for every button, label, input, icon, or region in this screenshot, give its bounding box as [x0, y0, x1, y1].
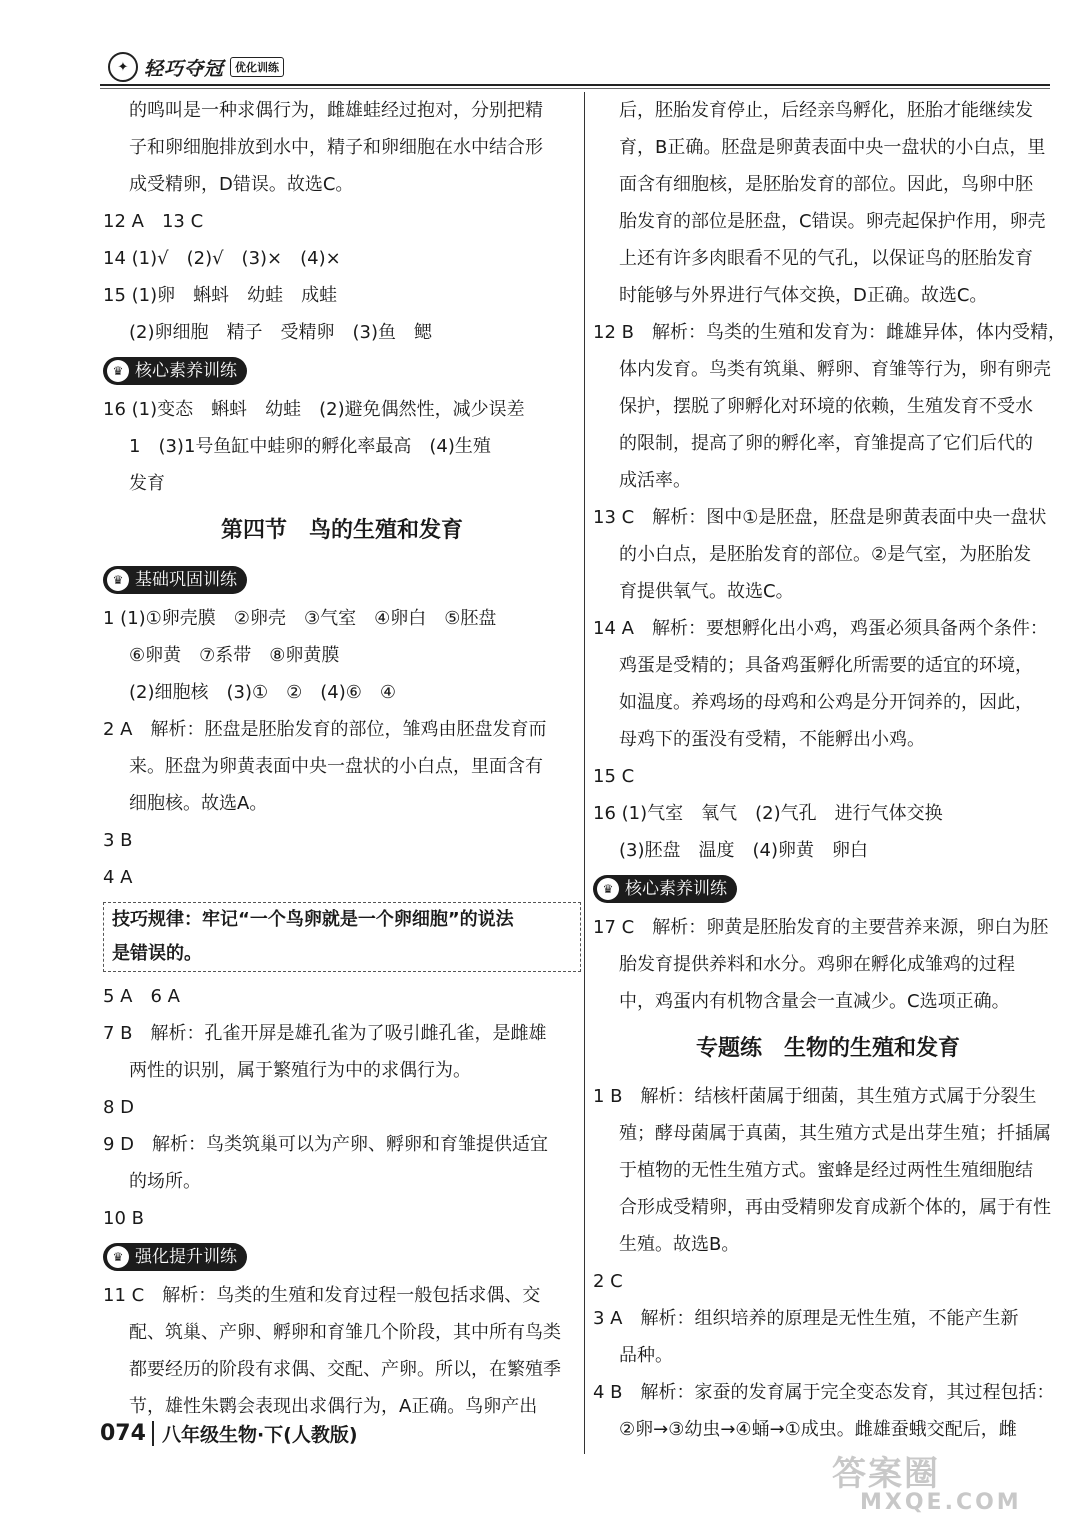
page-number: 074 — [100, 1421, 154, 1446]
answer-14-cont: 如温度。养鸡场的母鸡和公鸡是分开饲养的，因此， — [619, 692, 1033, 713]
topic-answer-3-cont: 品种。 — [619, 1345, 673, 1366]
answer-14: 14 A 解析：要想孵化出小鸡，鸡蛋必须具备两个条件： — [593, 618, 1048, 639]
answer-3: 3 B — [103, 830, 133, 851]
answer-7-cont: 两性的识别，属于繁殖行为中的求偶行为。 — [129, 1060, 471, 1081]
text-line: 后，胚胎发育停止，后经亲鸟孵化，胚胎才能继续发 — [619, 100, 1033, 121]
section-badge — [103, 566, 247, 594]
answer-13-cont: 育提供氧气。故选C。 — [619, 581, 794, 602]
mascot-icon: ✦ — [108, 52, 138, 82]
answer-2: 2 A 解析：胚盘是胚胎发育的部位，雏鸡由胚盘发育而 — [103, 719, 547, 740]
text-line: 胎发育的部位是胚盘，C错误。卵壳起保护作用，卵壳 — [619, 211, 1046, 232]
topic-answer-1-cont: 生殖。故选B。 — [619, 1234, 740, 1255]
answer-2-cont: 细胞核。故选A。 — [129, 793, 268, 814]
answer-16: 16 (1)气室 氧气 (2)气孔 进行气体交换 — [593, 803, 943, 824]
tip-line: 技巧规律：牢记“一个鸟卵就是一个卵细胞”的说法 — [112, 909, 514, 930]
answer-17-cont: 胎发育提供养料和水分。鸡卵在孵化成雏鸡的过程 — [619, 954, 1015, 975]
badge-label: 基础巩固训练 — [135, 569, 237, 590]
watermark-url: MXQE.COM — [860, 1490, 1022, 1515]
answer-13-cont: 的小白点，是胚胎发育的部位。②是气室，为胚胎发 — [619, 544, 1032, 565]
answer-15: 15 C — [593, 766, 635, 787]
answer-11-cont: 节，雄性朱鹮会表现出求偶行为，A正确。鸟卵产出 — [129, 1396, 538, 1417]
topic-answer-1-cont: 合形成受精卵，再由受精卵发育成新个体的，属于有性 — [619, 1197, 1051, 1218]
crown-icon: ♛ — [107, 360, 129, 382]
topic-answer-4: 4 B 解析：家蚕的发育属于完全变态发育，其过程包括： — [593, 1382, 1055, 1403]
brand-tag: 优化训练 — [230, 57, 284, 77]
brand-name: 轻巧夺冠 — [144, 57, 225, 80]
topic-answer-2: 2 C — [593, 1271, 623, 1292]
answer-1-cont: ⑥卵黄 ⑦系带 ⑧卵黄膜 — [129, 645, 340, 666]
badge-label: 强化提升训练 — [135, 1246, 237, 1267]
answer-10: 10 B — [103, 1208, 144, 1229]
crown-icon: ♛ — [597, 878, 619, 900]
answer-14: 14 (1)√ (2)√ (3)× (4)× — [103, 248, 341, 269]
answer-4: 4 A — [103, 867, 133, 888]
topic-answer-1: 1 B 解析：结核杆菌属于细菌，其生殖方式属于分裂生 — [593, 1086, 1037, 1107]
answer-7: 7 B 解析：孔雀开屏是雄孔雀为了吸引雌孔雀，是雌雄 — [103, 1023, 547, 1044]
section-badge — [103, 357, 247, 385]
answer-12-cont: 体内发育。鸟类有筑巢、孵卵、育雏等行为，卵有卵壳 — [619, 359, 1051, 380]
watermark: 答案圈 — [832, 1454, 940, 1494]
answer-12-cont: 保护，摆脱了卵孵化对环境的依赖，生殖发育不受水 — [619, 396, 1033, 417]
section-title: 第四节 鸟的生殖和发育 — [220, 518, 463, 543]
text-line: 育，B正确。胚盘是卵黄表面中央一盘状的小白点，里 — [619, 137, 1046, 158]
answer-16-cont: 1 (3)1号鱼缸中蛙卵的孵化率最高 (4)生殖 — [129, 436, 491, 457]
answer-9: 9 D 解析：鸟类筑巢可以为产卵、孵卵和育雏提供适宜 — [103, 1134, 549, 1155]
section-badge — [593, 875, 737, 903]
column-divider — [584, 92, 585, 1454]
text-line: 的鸣叫是一种求偶行为，雌雄蛙经过抱对，分别把精 — [129, 100, 543, 121]
answer-16-cont: (3)胚盘 温度 (4)卵黄 卵白 — [619, 840, 868, 861]
answer-12-cont: 成活率。 — [619, 470, 691, 491]
section-badge-row — [593, 869, 1063, 909]
badge-label: 核心素养训练 — [625, 878, 727, 899]
section-title: 专题练 生物的生殖和发育 — [695, 1036, 960, 1061]
book-subject: 八年级生物·下(人教版) — [161, 1424, 358, 1446]
tip-box — [103, 902, 581, 972]
answer-11-cont: 都要经历的阶段有求偶、交配、产卵。所以，在繁殖季 — [129, 1359, 561, 1380]
answer-9-cont: 的场所。 — [129, 1171, 201, 1192]
answer-12-13: 12 A 13 C — [103, 211, 204, 232]
answer-11-cont: 配、筑巢、产卵、孵卵和育雏几个阶段，其中所有鸟类 — [129, 1322, 561, 1343]
answer-12-cont: 的限制，提高了卵的孵化率，育雏提高了它们后代的 — [619, 433, 1033, 454]
header-rule — [100, 84, 1050, 86]
answer-15-cont: (2)卵细胞 精子 受精卵 (3)鱼 鳃 — [129, 322, 432, 343]
topic-answer-3: 3 A 解析：组织培养的原理是无性生殖，不能产生新 — [593, 1308, 1019, 1329]
brand-logo — [108, 52, 284, 82]
tip-line: 是错误的。 — [112, 943, 202, 964]
answer-12: 12 B 解析：鸟类的生殖和发育为：雌雄异体，体内受精， — [593, 322, 1066, 343]
right-column — [593, 92, 1066, 1448]
page-footer — [100, 1420, 358, 1447]
answer-15: 15 (1)卵 蝌蚪 幼蛙 成蛙 — [103, 285, 338, 306]
section-badge-row — [103, 560, 581, 600]
badge-label: 核心素养训练 — [135, 360, 237, 381]
answer-13: 13 C 解析：图中①是胚盘，胚盘是卵黄表面中央一盘状 — [593, 507, 1047, 528]
answer-11: 11 C 解析：鸟类的生殖和发育过程一般包括求偶、交 — [103, 1285, 541, 1306]
section-badge — [103, 1243, 247, 1271]
answer-5-6: 5 A 6 A — [103, 986, 180, 1007]
answer-1-cont: (2)细胞核 (3)① ② (4)⑥ ④ — [129, 682, 397, 703]
answer-17-cont: 中，鸡蛋内有机物含量会一直减少。C选项正确。 — [619, 991, 1010, 1012]
answer-2-cont: 来。胚盘为卵黄表面中央一盘状的小白点，里面含有 — [129, 756, 543, 777]
answer-8: 8 D — [103, 1097, 135, 1118]
answer-14-cont: 鸡蛋是受精的；具备鸡蛋孵化所需要的适宜的环境， — [619, 655, 1033, 676]
text-line: 时能够与外界进行气体交换，D正确。故选C。 — [619, 285, 988, 306]
header-rule-thin — [100, 88, 1050, 89]
text-line: 面含有细胞核，是胚胎发育的部位。因此，鸟卵中胚 — [619, 174, 1033, 195]
answer-16: 16 (1)变态 蝌蚪 幼蛙 (2)避免偶然性，减少误差 — [103, 399, 525, 420]
answer-16-cont: 发育 — [129, 473, 165, 494]
topic-answer-1-cont: 于植物的无性生殖方式。蜜蜂是经过两性生殖细胞结 — [619, 1160, 1033, 1181]
left-column — [103, 92, 581, 1425]
topic-answer-1-cont: 殖；酵母菌属于真菌，其生殖方式是出芽生殖；扦插属 — [619, 1123, 1051, 1144]
answer-17: 17 C 解析：卵黄是胚胎发育的主要营养来源，卵白为胚 — [593, 917, 1049, 938]
page-header — [100, 44, 1050, 90]
section-badge-row — [103, 351, 581, 391]
answer-14-cont: 母鸡下的蛋没有受精，不能孵出小鸡。 — [619, 729, 925, 750]
section-badge-row — [103, 1237, 581, 1277]
crown-icon: ♛ — [107, 1246, 129, 1268]
text-line: 子和卵细胞排放到水中，精子和卵细胞在水中结合形 — [129, 137, 543, 158]
text-line: 上还有许多肉眼看不见的气孔，以保证鸟的胚胎发育 — [619, 248, 1033, 269]
crown-icon: ♛ — [107, 569, 129, 591]
answer-1: 1 (1)①卵壳膜 ②卵壳 ③气室 ④卵白 ⑤胚盘 — [103, 608, 497, 629]
topic-answer-4-cont: ②卵→③幼虫→④蛹→①成虫。雌雄蚕蛾交配后，雌 — [619, 1419, 1017, 1440]
text-line: 成受精卵，D错误。故选C。 — [129, 174, 354, 195]
